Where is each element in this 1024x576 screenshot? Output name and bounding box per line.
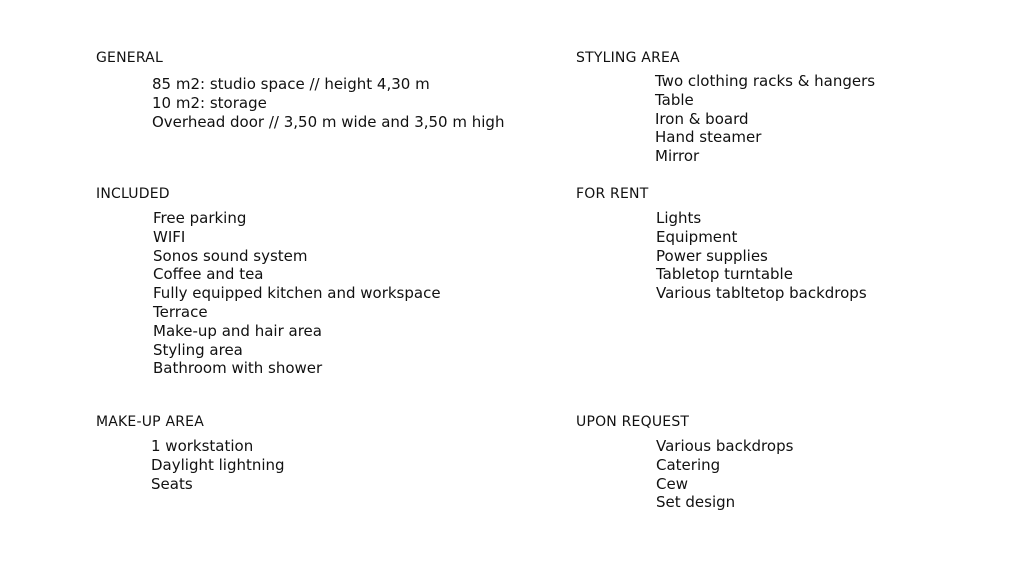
list-item: Tabletop turntable (656, 265, 793, 284)
list-item: 85 m2: studio space // height 4,30 m (152, 75, 430, 93)
list-item: WIFI (153, 227, 186, 246)
list-included (153, 209, 441, 378)
list-item: Mirror (655, 147, 700, 166)
list-styling-area (655, 72, 875, 166)
list-item: Catering (656, 455, 721, 474)
list-item: Cew (656, 474, 688, 493)
list-item: 1 workstation (151, 437, 254, 455)
list-item: Seats (151, 474, 193, 493)
list-item: Sonos sound system (153, 246, 308, 265)
list-item: Power supplies (656, 246, 768, 265)
list-item: Make-up and hair area (153, 321, 322, 340)
list-general (152, 75, 504, 131)
list-item: Free parking (153, 209, 247, 227)
section-heading-for-rent: FOR RENT (576, 186, 649, 202)
list-for-rent (656, 209, 867, 303)
list-upon-request (656, 437, 793, 512)
section-included (96, 185, 441, 378)
section-heading-styling-area: STYLING AREA (576, 50, 680, 66)
list-item: Overhead door // 3,50 m wide and 3,50 m high (152, 112, 505, 131)
section-styling-area (576, 49, 876, 166)
section-upon-request (576, 413, 794, 512)
list-item: Daylight lightning (151, 455, 285, 474)
list-item: Coffee and tea (153, 265, 264, 284)
section-heading-upon-request: UPON REQUEST (576, 414, 690, 430)
section-general (96, 49, 505, 131)
section-for-rent (576, 185, 867, 303)
list-item: Fully equipped kitchen and workspace (153, 284, 441, 303)
list-item: Styling area (153, 340, 243, 359)
section-heading-makeup-area: MAKE-UP AREA (96, 414, 205, 430)
list-item: Equipment (656, 227, 738, 246)
list-item: Table (655, 90, 694, 109)
list-item: Bathroom with shower (153, 359, 323, 378)
list-item: Lights (656, 209, 702, 227)
list-item: Iron & board (655, 109, 749, 128)
section-heading-general: GENERAL (96, 50, 163, 66)
list-item: Terrace (153, 302, 208, 321)
list-item: Various tabltetop backdrops (656, 284, 867, 303)
section-makeup-area (96, 413, 285, 493)
list-item: Various backdrops (656, 437, 794, 455)
list-item: Set design (656, 493, 736, 512)
list-item: Two clothing racks & hangers (655, 72, 876, 90)
list-makeup-area (151, 437, 285, 493)
section-heading-included: INCLUDED (96, 186, 170, 202)
list-item: 10 m2: storage (152, 93, 267, 112)
list-item: Hand steamer (655, 128, 762, 147)
